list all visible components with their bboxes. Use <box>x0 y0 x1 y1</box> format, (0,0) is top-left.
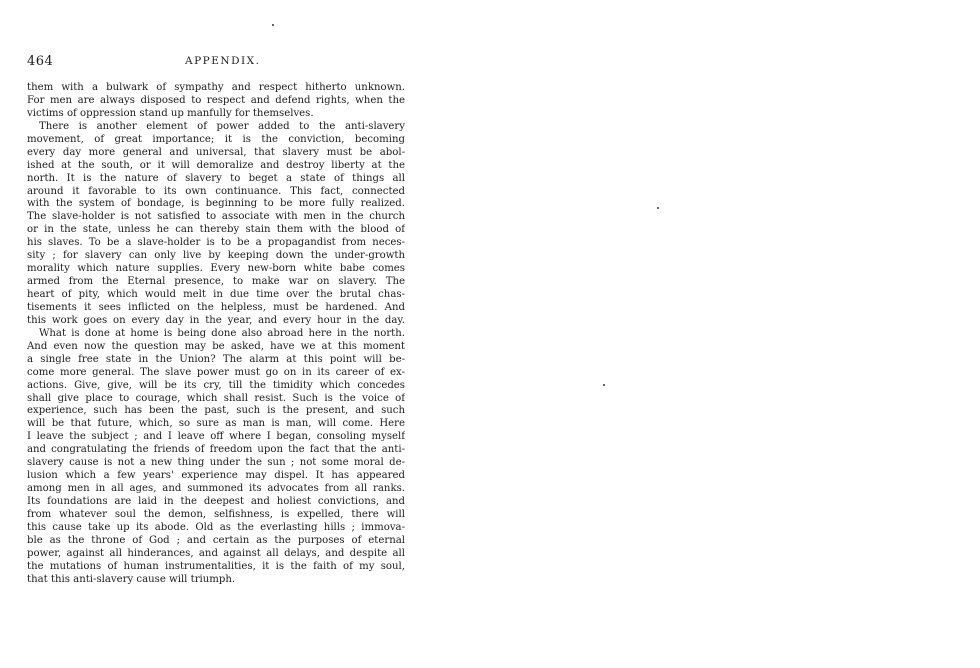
text-line: this cause take up its abode. Old as the everlasting hills ; immova- <box>27 521 405 533</box>
text-line: every day more general and universal, that slavery must be abol- <box>27 146 405 158</box>
text-line: For men are always disposed to respect and defend rights, when the <box>27 94 405 106</box>
text-line: actions. Give, give, will be its cry, till the timidity which concedes <box>27 379 405 391</box>
text-line: experience, such has been the past, such is the present, and such <box>27 405 405 417</box>
text-line: armed from the Eternal presence, to make war on slavery. The <box>27 276 405 288</box>
text-line: them with a bulwark of sympathy and respect hitherto unknown. <box>27 82 405 93</box>
text-line: movement, of great importance; it is the conviction, becoming <box>27 133 405 145</box>
text-line: lusion which a few years' experience may dispel. It has appeared <box>27 470 405 482</box>
text-line: power, against all hinderances, and against all delays, and despite all <box>27 547 405 559</box>
scan-speck <box>272 24 274 26</box>
text-line: victims of oppression stand up manfully for themselves. <box>27 107 314 119</box>
text-line: will be that future, which, so sure as man is man, will come. Here <box>27 418 405 430</box>
text-line: And even now the question may be asked, have we at this moment <box>27 340 405 352</box>
text-line: There is another element of power added to the anti-slavery <box>39 120 405 132</box>
scan-speck <box>603 384 605 386</box>
text-line: shall give place to courage, which shall resist. Such is the voice of <box>27 392 405 404</box>
text-line: or in the state, unless he can thereby stain them with the blood of <box>27 224 405 236</box>
text-line: come more general. The slave power must go on in its career of ex- <box>27 366 405 378</box>
text-line: his slaves. To be a slave-holder is to be a propagandist from neces- <box>27 237 405 249</box>
text-line: sity ; for slavery can only live by keeping down the under-growth <box>27 250 405 262</box>
text-line: Its foundations are laid in the deepest and holiest convictions, and <box>27 496 405 507</box>
text-line: I leave the subject ; and I leave off where I began, consoling myself <box>27 431 405 443</box>
page-header <box>27 54 407 70</box>
text-line: the mutations of human instrumentalities, it is the faith of my soul, <box>27 560 405 572</box>
text-line: The slave-holder is not satisfied to associate with men in the church <box>27 211 405 223</box>
body-text <box>27 82 405 587</box>
text-line: and congratulating the friends of freedom upon the fact that the anti- <box>27 444 405 456</box>
text-line: slavery cause is not a new thing under the sun ; not some moral de- <box>27 457 405 469</box>
text-line: around it favorable to its own continuance. This fact, connected <box>27 185 405 197</box>
text-line: this work goes on every day in the year, and every hour in the day. <box>27 314 405 326</box>
text-line: tisements it sees inflicted on the helpless, must be hardened. And <box>27 301 405 313</box>
text-line: What is done at home is being done also abroad here in the north. <box>39 327 405 339</box>
text-line: heart of pity, which would melt in due time over the brutal chas- <box>27 289 405 300</box>
text-line: ished at the south, or it will demoralize and destroy liberty at the <box>27 159 405 171</box>
page-number: 464 <box>27 54 54 69</box>
text-line: among men in all ages, and summoned its advocates from all ranks. <box>27 483 405 495</box>
text-line: with the system of bondage, is beginning to be more fully realized. <box>27 198 405 210</box>
text-line: ble as the throne of God ; and certain as the purposes of eternal <box>27 534 405 546</box>
text-line: north. It is the nature of slavery to beget a state of things all <box>27 172 405 184</box>
text-line: morality which nature supplies. Every new-born white babe comes <box>27 263 405 275</box>
text-line: that this anti-slavery cause will triumph. <box>27 573 236 585</box>
text-line: from whatever soul the demon, selfishness, is expelled, there will <box>27 508 405 520</box>
scan-speck <box>657 207 659 209</box>
running-head: APPENDIX. <box>185 55 261 67</box>
text-line: a single free state in the Union? The alarm at this point will be- <box>27 353 405 365</box>
